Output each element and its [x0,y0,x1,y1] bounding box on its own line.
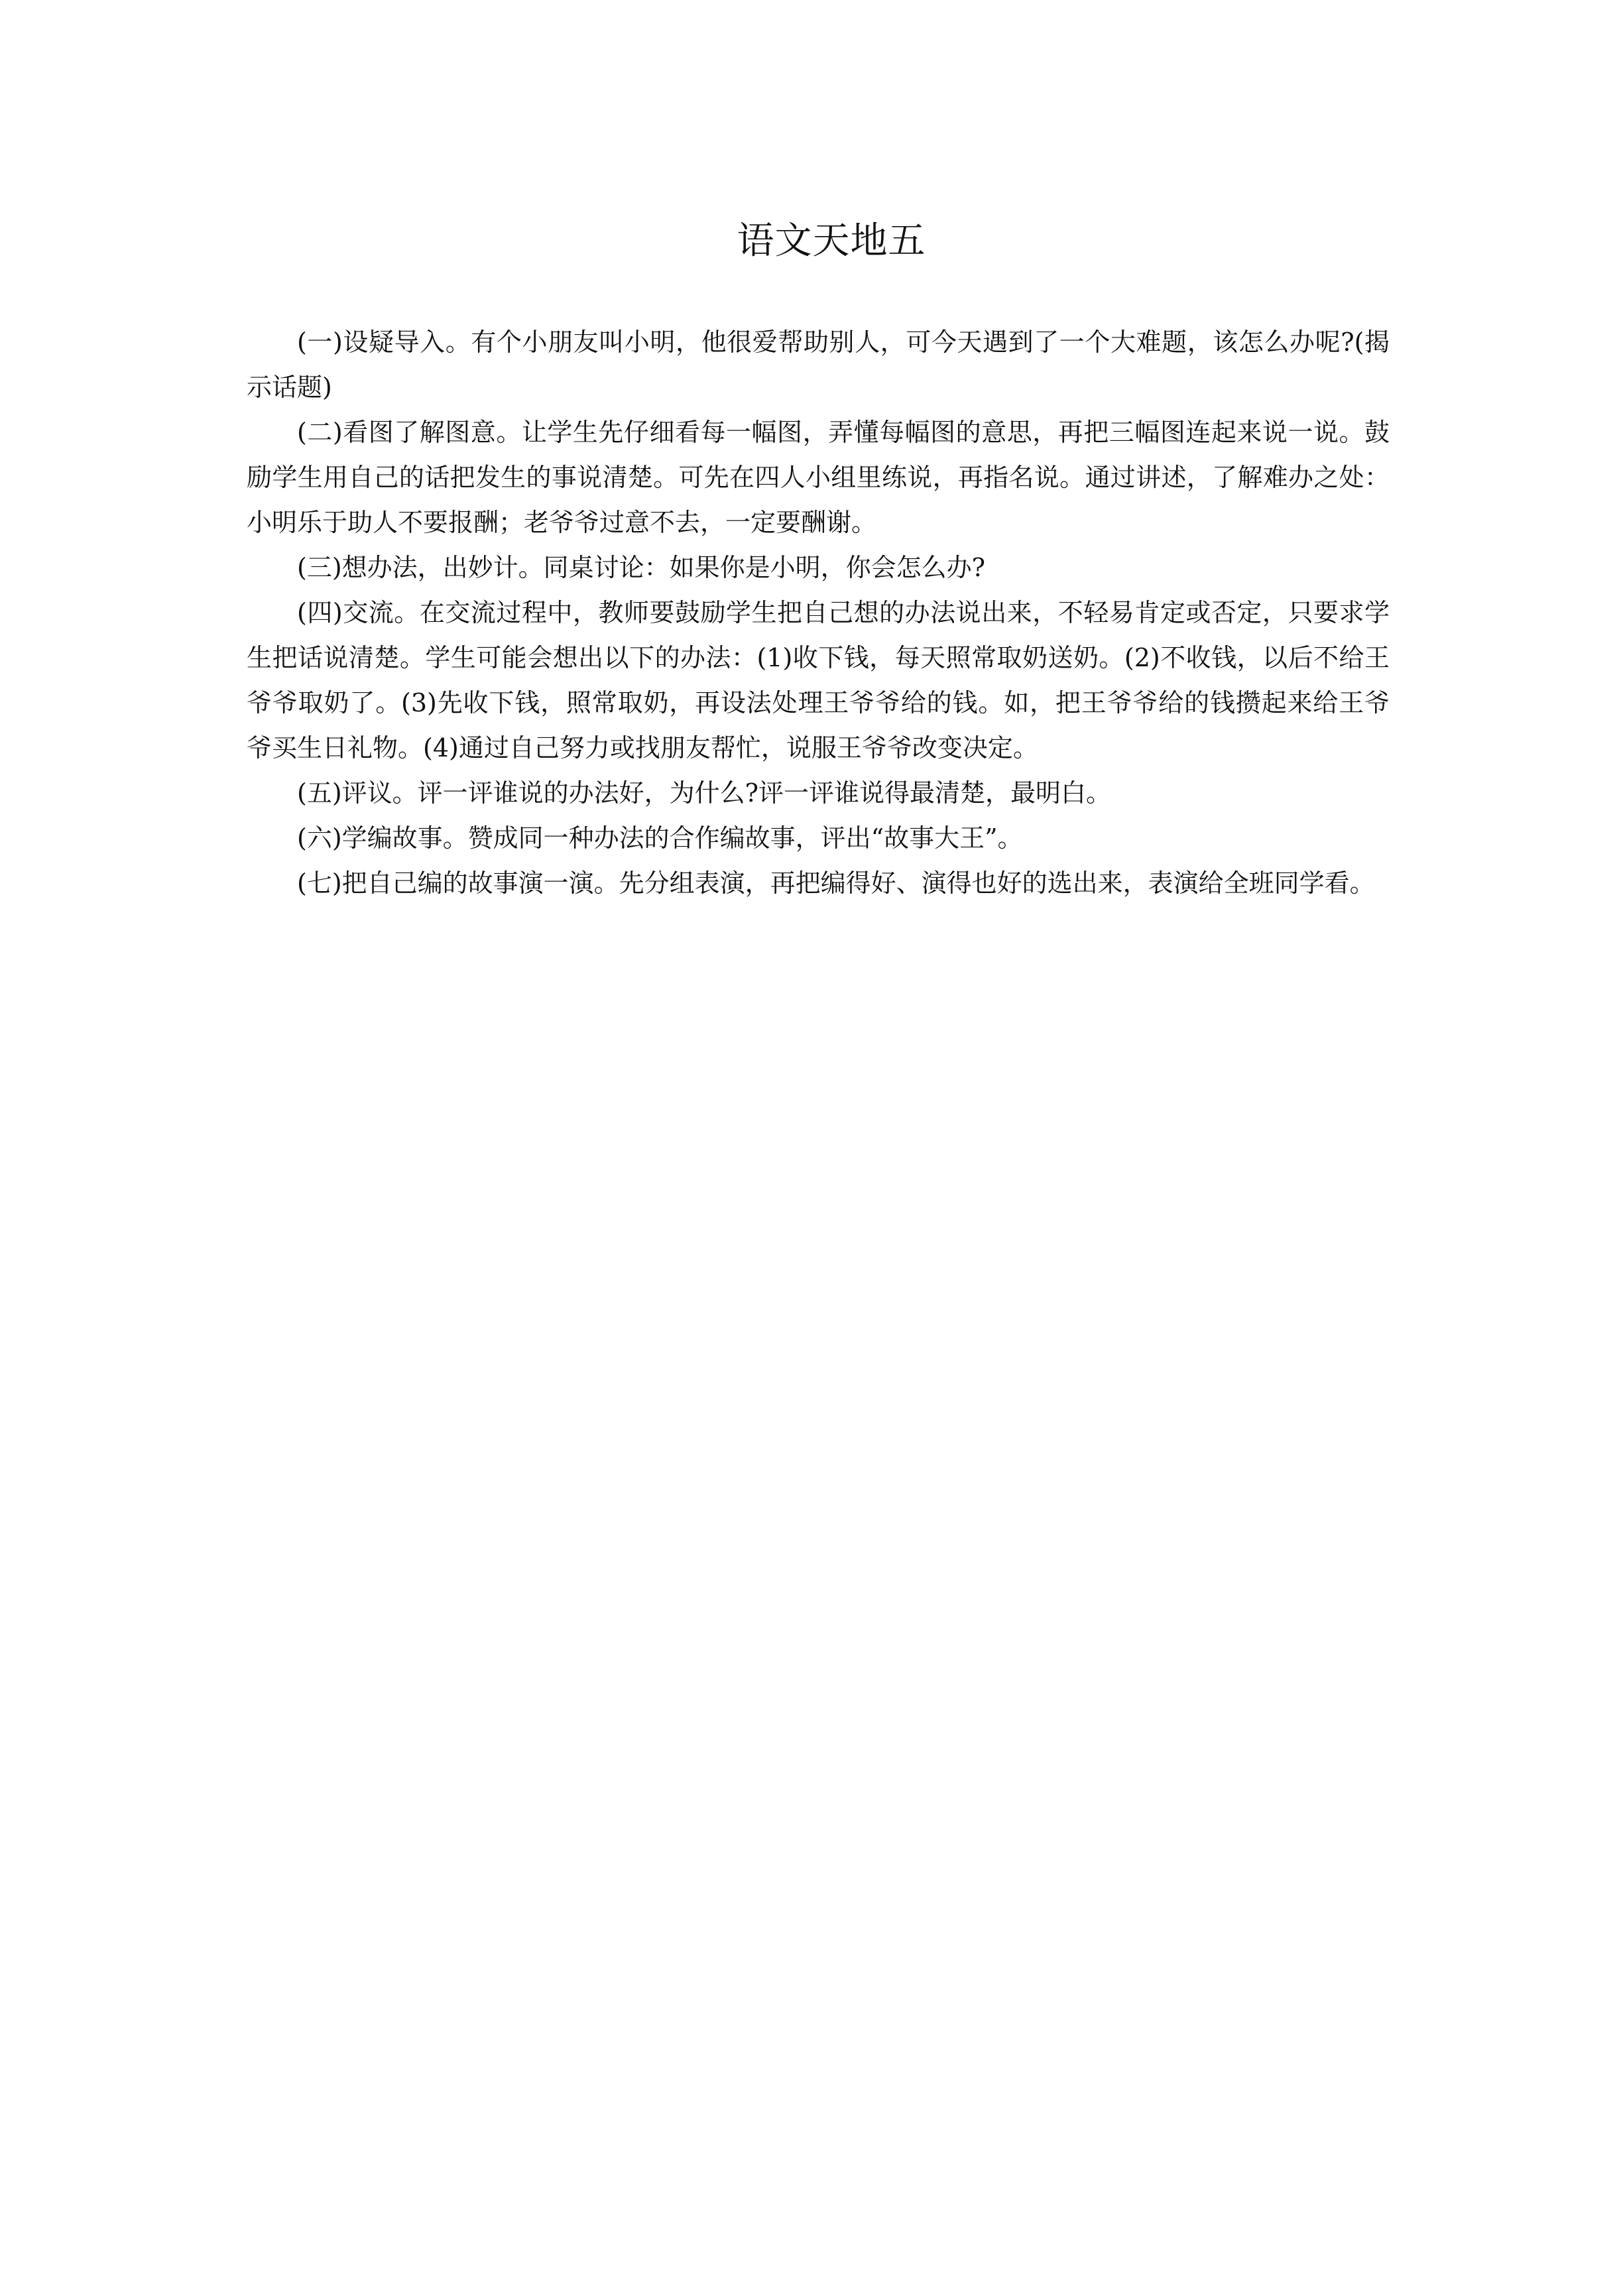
paragraph-3: (三)想办法，出妙计。同桌讨论：如果你是小明，你会怎么办? [297,553,986,582]
paragraph-7: (七)把自己编的故事演一演。先分组表演，再把编得好、演得也好的选出来，表演给全班同学看。 [297,869,1375,898]
paragraph-2: (二)看图了解图意。让学生先仔细看每一幅图，弄懂每幅图的意思，再把三幅图连起来说一说。鼓励学生用自己的话把发生的事说清楚。可先在四人小组里练说，再指名说。通过讲述，了解难办之处：小明乐于助人不要报酬；老爷爷过意不去，一定要酬谢。 [247,418,1390,537]
paragraph-6: (六)学编故事。赞成同一种办法的合作编故事，评出“故事大王”。 [297,823,1023,853]
paragraph-4: (四)交流。在交流过程中，教师要鼓励学生把自己想的办法说出来，不轻易肯定或否定，只要求学生把话说清楚。学生可能会想出以下的办法：(1)收下钱，每天照常取奶送奶。(2)不收钱，以后不给王爷爷取奶了。(3)先收下钱，照常取奶，再设法处理王爷爷给的钱。如，把王爷爷给的钱攒起来给王爷爷买生日礼物。(4)通过自己努力或找朋友帮忙，说服王爷爷改变决定。 [247,598,1390,762]
document-body [247,320,1390,906]
paragraph-1: (一)设疑导入。有个小朋友叫小明，他很爱帮助别人，可今天遇到了一个大难题，该怎么办呢?(揭示话题) [247,328,1390,402]
paragraph-5: (五)评议。评一评谁说的办法好，为什么?评一评谁说得最清楚，最明白。 [297,778,1112,808]
document-title: 语文天地五 [737,219,926,263]
document-content [247,211,1390,906]
